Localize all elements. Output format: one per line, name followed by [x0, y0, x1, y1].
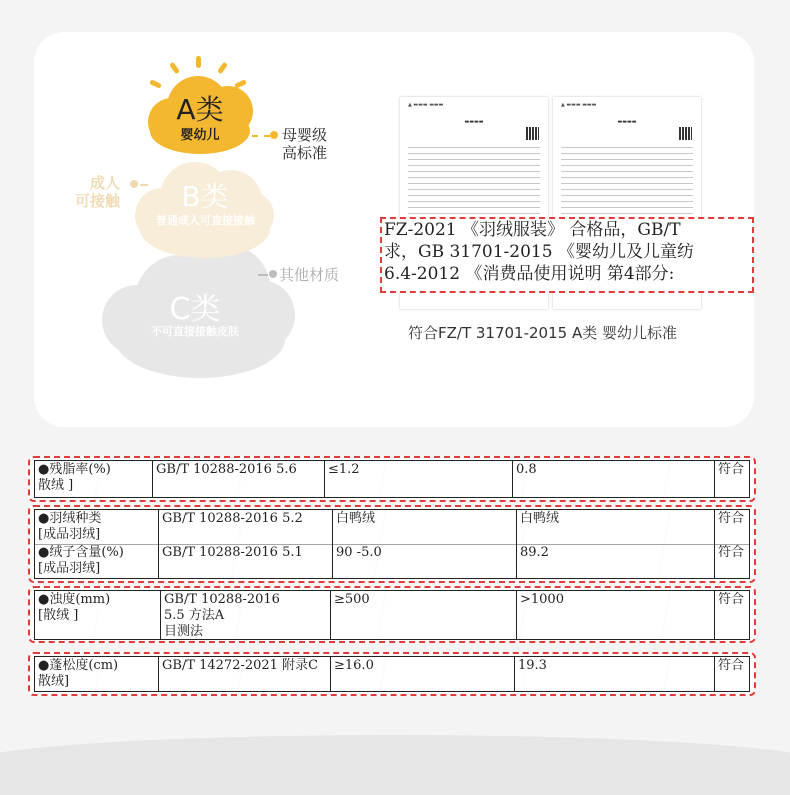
item-cell	[35, 544, 159, 578]
result-cell: 0.8	[513, 461, 715, 497]
certificate-caption: 符合FZ/T 31701-2015 A类 婴幼儿标准	[408, 324, 677, 342]
grade-b-letter: B类	[181, 180, 229, 213]
item-scope: 散绒 ]	[38, 478, 74, 493]
result-cell: 白鸭绒	[517, 510, 715, 544]
grade-c-letter: C类	[169, 292, 221, 327]
report-title: ▬▬▬▬	[617, 119, 637, 125]
item-name: ●蓬松度(cm)	[38, 658, 119, 673]
item-cell	[35, 657, 159, 691]
result-cell: >1000	[517, 591, 715, 639]
grade-b-label-line2: 可接触	[74, 192, 120, 210]
grade-a-sub: 婴幼儿	[180, 128, 220, 143]
grade-b-dot	[130, 180, 138, 188]
grade-b-label-line1: 成人	[89, 174, 120, 192]
requirement-cell: 白鸭绒	[333, 510, 517, 544]
requirement-cell: ≤1.2	[325, 461, 513, 497]
test-group-loft	[28, 652, 756, 696]
grade-c-label: 其他材质	[279, 266, 340, 284]
grade-b-connector	[140, 184, 148, 186]
item-cell	[35, 510, 159, 544]
grade-a-dot	[270, 131, 278, 139]
certificate-line: FZ-2021 《羽绒服装》 合格品，GB/T	[384, 220, 681, 240]
grade-c-connector	[258, 274, 268, 276]
grade-c-dot	[269, 270, 277, 278]
report-title: ▬▬▬▬	[464, 119, 484, 125]
standard-cell	[161, 591, 331, 639]
bottom-wave	[0, 735, 790, 795]
verdict-cell: 符合	[718, 511, 745, 526]
verdict-cell: 符合	[718, 658, 745, 673]
qr-code-icon	[679, 127, 692, 140]
grade-c-sub: 不可直接接触皮肤	[151, 325, 239, 338]
standard-cell: GB/T 14272-2021 附录C	[159, 657, 331, 691]
requirement-cell: ≥16.0	[331, 657, 515, 691]
requirement-cell: ≥500	[331, 591, 517, 639]
verdict-cell: 符合	[718, 592, 745, 607]
item-name: ●绒子含量(%)	[38, 545, 124, 560]
standard-line: 5.5 方法A	[164, 608, 225, 623]
item-scope: 散绒]	[38, 674, 70, 689]
grade-a-label	[282, 126, 327, 162]
standard-line: GB/T 10288-2016	[164, 592, 280, 607]
grade-b-sub: 普通成人可直接接触	[156, 214, 255, 227]
table-row	[34, 656, 750, 692]
table-row	[34, 460, 750, 498]
item-scope: [散绒 ]	[38, 608, 79, 623]
test-group-turbidity	[28, 586, 756, 643]
table-row	[34, 590, 750, 640]
grade-a-label-line1: 母婴级	[282, 126, 328, 144]
standard-cell: GB/T 10288-2016 5.2	[159, 510, 333, 544]
report-logo: ▲ ▬▬▬ ▬▬▬	[561, 102, 597, 108]
verdict-cell: 符合	[718, 545, 745, 560]
certificate-highlight	[380, 217, 754, 293]
standard-cell: GB/T 10288-2016 5.1	[159, 544, 333, 578]
item-cell	[35, 461, 153, 497]
standard-line: 目测法	[164, 624, 204, 639]
item-scope: [成品羽绒]	[38, 561, 101, 576]
table-row	[34, 544, 750, 579]
report-logo: ▲ ▬▬▬ ▬▬▬	[408, 102, 444, 108]
certificate-line: 求，GB 31701-2015 《婴幼儿及儿童纺	[384, 242, 694, 262]
table-row	[34, 509, 750, 545]
item-name: ●残脂率(%)	[38, 462, 111, 477]
item-scope: [成品羽绒]	[38, 527, 101, 542]
qr-code-icon	[526, 127, 539, 140]
grade-b-label	[74, 174, 120, 210]
test-group-down	[28, 505, 756, 583]
item-cell	[35, 591, 161, 639]
grade-a-letter: A类	[176, 93, 224, 126]
certificate-line: 6.4-2012 《消费品使用说明 第4部分:	[384, 264, 675, 284]
result-cell: 19.3	[515, 657, 715, 691]
requirement-cell: 90 -5.0	[333, 544, 517, 578]
standard-cell: GB/T 10288-2016 5.6	[153, 461, 325, 497]
result-cell: 89.2	[517, 544, 715, 578]
verdict-cell: 符合	[718, 462, 745, 477]
item-name: ●羽绒种类	[38, 511, 102, 526]
grade-a-label-line2: 高标准	[282, 144, 328, 162]
grade-a-connector	[252, 135, 270, 137]
item-name: ●浊度(mm)	[38, 592, 111, 607]
test-group-fat	[28, 456, 756, 502]
sun-ray	[196, 56, 201, 68]
